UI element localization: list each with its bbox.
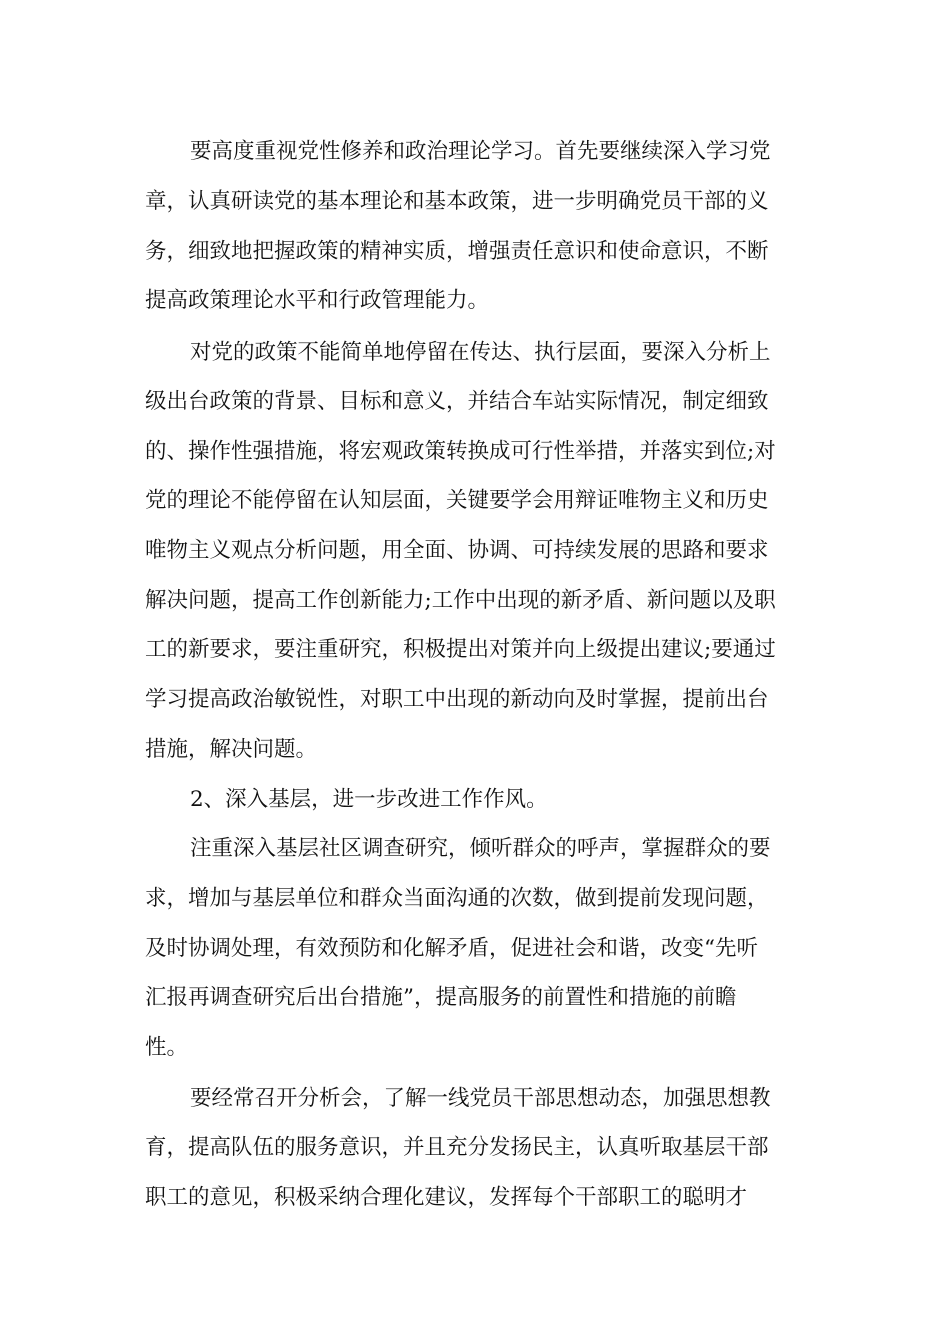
paragraph-1-line-1: 要高度重视党性修养和政治理论学习。首先要继续深入学习党	[190, 139, 771, 164]
paragraph-2-line-7: 工的新要求，要注重研究，积极提出对策并向上级提出建议;要通过	[145, 637, 776, 662]
paragraph-5-line-2: 育，提高队伍的服务意识，并且充分发扬民主，认真听取基层干部	[145, 1135, 769, 1160]
paragraph-5-line-1: 要经常召开分析会，了解一线党员干部思想动态，加强思想教	[190, 1086, 771, 1111]
paragraph-2-line-1: 对党的政策不能简单地停留在传达、执行层面，要深入分析上	[190, 340, 771, 365]
paragraph-4-line-3: 及时协调处理，有效预防和化解矛盾，促进社会和谐，改变“先听	[145, 936, 758, 961]
paragraph-2-line-4: 党的理论不能停留在认知层面，关键要学会用辩证唯物主义和历史	[145, 488, 769, 513]
paragraph-4-line-1: 注重深入基层社区调查研究，倾听群众的呼声，掌握群众的要	[190, 836, 771, 861]
paragraph-2-line-2: 级出台政策的背景、目标和意义，并结合车站实际情况，制定细致	[145, 389, 769, 414]
paragraph-2-line-3: 的、操作性强措施，将宏观政策转换成可行性举措，并落实到位;对	[145, 439, 776, 464]
paragraph-1-line-4: 提高政策理论水平和行政管理能力。	[145, 288, 490, 313]
paragraph-4-line-4: 汇报再调查研究后出台措施”，提高服务的前置性和措施的前瞻	[145, 985, 737, 1010]
section-heading: 2、深入基层，进一步改进工作作风。	[190, 787, 548, 812]
paragraph-2-line-9: 措施，解决问题。	[145, 737, 318, 762]
paragraph-2-line-8: 学习提高政治敏锐性，对职工中出现的新动向及时掌握，提前出台	[145, 687, 769, 712]
paragraph-2-line-6: 解决问题，提高工作创新能力;工作中出现的新矛盾、新问题以及职	[145, 588, 776, 613]
paragraph-1-line-2: 章，认真研读党的基本理论和基本政策，进一步明确党员干部的义	[145, 189, 769, 214]
paragraph-2-line-5: 唯物主义观点分析问题，用全面、协调、可持续发展的思路和要求	[145, 538, 769, 563]
paragraph-4-line-2: 求，增加与基层单位和群众当面沟通的次数，做到提前发现问题，	[145, 886, 769, 911]
paragraph-5-line-3: 职工的意见，积极采纳合理化建议，发挥每个干部职工的聪明才	[145, 1185, 748, 1210]
paragraph-4-line-5: 性。	[145, 1035, 189, 1060]
paragraph-1-line-3: 务，细致地把握政策的精神实质，增强责任意识和使命意识，不断	[145, 239, 769, 264]
